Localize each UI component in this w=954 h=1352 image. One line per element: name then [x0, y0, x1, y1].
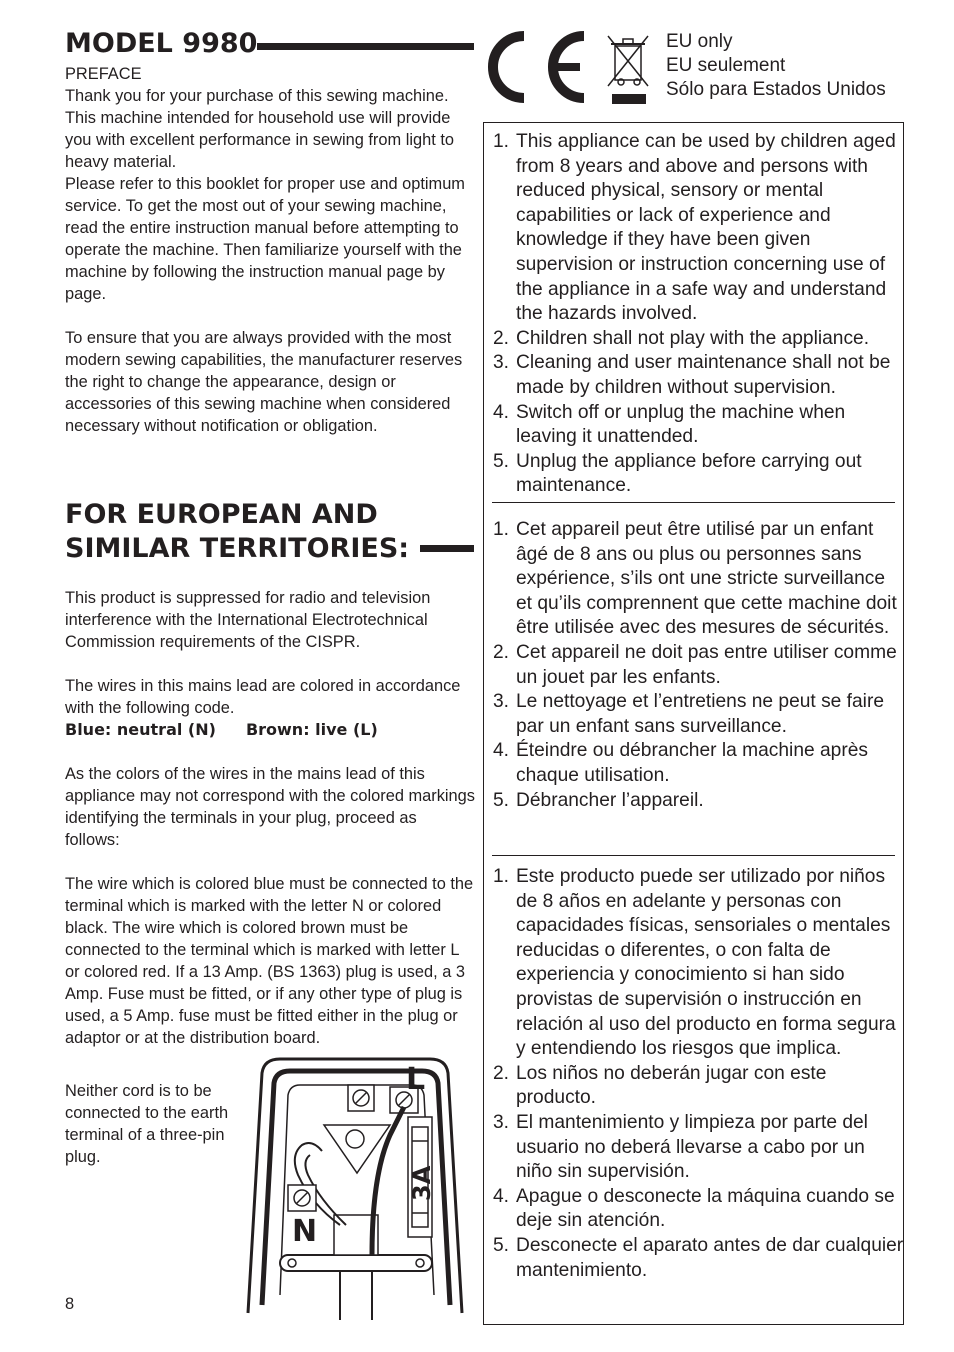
wiring-instructions-paragraph: The wire which is colored blue must be connected to the terminal which is marked with the letter N or colored black. The wire which is colored brown must be connected to the terminal which is marked with letter L or colored red. If a 13 Amp. (BS 1363) plug is used, a 3 Amp. Fuse must be fitted, or if any other type of plug is used, a 5 Amp. fuse must be fitted either in the plug or adaptor or at the distribution board.: [65, 875, 474, 1047]
preface-paragraph: Thank you for your purchase of this sewing machine.: [65, 87, 449, 105]
preface-paragraph: This machine intended for household use will provide you with excellent performance in sewing from light to heavy material.: [65, 109, 455, 171]
list-item: 1. This appliance can be used by children aged from 8 years and above and persons with reduced physical, sensory or mental capabilities or lack of experience and knowledge if they have been given supervision or instruction concerning use of the appliance in a safe way and understand the hazards involved.: [493, 131, 896, 325]
list-item: 3. El mantenimiento y limpieza por parte del usuario no deberá llevarse a cabo por un niño sin supervisión.: [493, 1111, 868, 1183]
weee-bin-icon: [606, 32, 654, 106]
list-item: 2. Cet appareil ne doit pas entre utiliser comme un jouet par les enfants.: [493, 641, 897, 688]
page-number: 8: [65, 1295, 75, 1313]
earth-terminal-note: Neither cord is to be connected to the earth terminal of a three-pin plug.: [65, 1082, 229, 1166]
fuse-rating-label: 3A: [408, 1165, 436, 1201]
list-item: 3. Le nettoyage et l’entretiens ne peut se faire par un enfant sans surveillance.: [493, 691, 885, 737]
title-rule: [257, 43, 474, 50]
list-item: 1. Cet appareil peut être utilisé par un enfant âgé de 8 ans ou plus ou personnes sans expérience, s’ils ont une stricte surveillance et qu’ils comprennent que cette machine doit être utilisée avec des mesures de sécurités.: [493, 519, 897, 639]
list-item: 4. Éteindre ou débrancher la machine après chaque utilisation.: [493, 740, 868, 786]
live-terminal-label: L: [406, 1062, 426, 1097]
european-heading-rule: [420, 545, 474, 552]
list-item: 2. Children shall not play with the appliance.: [493, 327, 870, 349]
safety-list-en: [484, 130, 904, 499]
divider: [492, 502, 895, 503]
wire-mismatch-paragraph: As the colors of the wires in the mains lead of this appliance may not correspond with the colored markings identifying the terminals in your plug, proceed as follows:: [65, 765, 475, 849]
preface-paragraph: Please refer to this booklet for proper use and optimum service. To get the most out of your sewing machine, read the entire instruction manual before attempting to operate the machine. Then familiarize yourself with the machine by following the instruction manual page by page.: [65, 175, 465, 303]
wire-color-paragraph: The wires in this mains lead are colored in accordance with the following code.: [65, 677, 461, 717]
list-item: 1. Este producto puede ser utilizado por niños de 8 años en adelante y personas con capacidades físicas, sensoriales o mentales reducidas o diferentes, o con falta de experiencia y conocimiento si han sido provistas de supervisión o instrucción en relación al uso del producto en forma segura y entendiendo los riesgos que implica.: [493, 866, 896, 1060]
preface-paragraph: To ensure that you are always provided with the most modern sewing capabilities, the manufacturer reserves the right to change the appearance, design or accessories of this sewing machine when considered necessary without notification or obligation.: [65, 329, 463, 435]
preface-label: PREFACE: [65, 65, 142, 83]
list-item: 4. Switch off or unplug the machine when leaving it unattended.: [493, 401, 846, 448]
plug-wiring-diagram: [240, 1055, 475, 1320]
list-item: 2. Los niños no deberán jugar con este producto.: [493, 1062, 827, 1109]
safety-list-fr: [484, 518, 904, 813]
cispr-paragraph: This product is suppressed for radio and television interference with the International Electrotechnical Commission requirements of the CISPR.: [65, 589, 431, 651]
neutral-terminal-label: N: [292, 1214, 318, 1249]
brown-live-label: Brown: live (L): [245, 720, 378, 739]
list-item: 5. Débrancher l’appareil.: [493, 789, 704, 811]
list-item: 5. Unplug the appliance before carrying out maintenance.: [493, 450, 862, 497]
european-section: [65, 587, 475, 1049]
ce-mark-icon: [484, 30, 589, 105]
wire-code: [65, 719, 475, 741]
list-item: 3. Cleaning and user maintenance shall not be made by children without supervision.: [493, 352, 891, 398]
preface-section: [65, 63, 475, 437]
page-title: MODEL 9980: [65, 28, 258, 59]
list-item: 5. Desconecte el aparato antes de dar cualquier mantenimiento.: [493, 1234, 904, 1281]
blue-neutral-label: Blue: neutral (N): [65, 720, 216, 739]
safety-list-es: [484, 865, 904, 1283]
divider: [492, 855, 895, 856]
european-heading: FOR EUROPEAN AND SIMILAR TERRITORIES:: [65, 499, 410, 564]
list-item: 4. Apague o desconecte la máquina cuando se deje sin atención.: [493, 1185, 895, 1232]
eu-notice: EU only EU seulement Sólo para Estados Unidos: [666, 31, 886, 100]
